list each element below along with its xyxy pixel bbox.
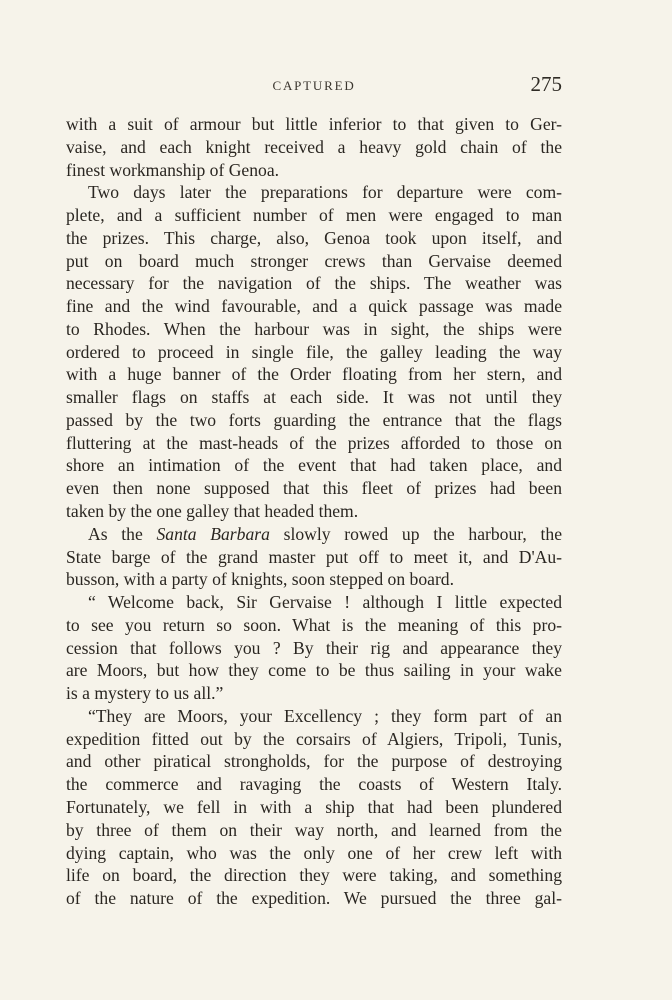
text-line: “ Welcome back, Sir Gervaise ! although I little expected xyxy=(88,592,562,613)
text-line: plete, and a sufficient number of men were engaged to man xyxy=(66,205,562,226)
text-line: life on board, the direction they were taking, and something xyxy=(66,865,562,886)
text-line: fine and the wind favourable, and a quick passage was made xyxy=(66,296,562,317)
text-line: smaller flags on staffs at each side. It was not until they xyxy=(66,387,562,408)
running-head: CAPTURED xyxy=(272,78,356,93)
text-segment: slowly rowed up the harbour, the xyxy=(269,523,562,544)
text-line: even then none supposed that this fleet of prizes had been xyxy=(66,478,562,499)
text-line: fluttering at the mast-heads of the prizes afforded to those on xyxy=(66,432,562,453)
text-line xyxy=(66,523,562,546)
text-line: expedition fitted out by the corsairs of Algiers, Tripoli, Tunis, xyxy=(66,728,562,749)
ship-name: Santa Barbara xyxy=(156,523,270,544)
text-line: vaise, and each knight received a heavy gold chain of the xyxy=(66,136,562,157)
text-line: to see you return so soon. What is the meaning of this pro- xyxy=(66,614,562,635)
text-line: of the nature of the expedition. We pursued the three gal- xyxy=(66,888,562,909)
text-line: with a huge banner of the Order floating from her stern, and xyxy=(66,364,562,385)
text-line: “They are Moors, your Excellency ; they form part of an xyxy=(88,705,562,726)
text-line: and other piratical strongholds, for the purpose of destroying xyxy=(66,751,562,772)
page-number: 275 xyxy=(530,72,562,96)
text-line: Fortunately, we fell in with a ship that had been plundered xyxy=(66,796,562,817)
text-line: Two days later the preparations for departure were com- xyxy=(88,182,562,203)
text-line: are Moors, but how they come to be thus sailing in your wake xyxy=(66,660,562,681)
text-line: passed by the two forts guarding the entrance that the flags xyxy=(66,409,562,430)
body-text xyxy=(66,113,562,910)
text-line: the commerce and ravaging the coasts of Western Italy. xyxy=(66,774,562,795)
text-line: State barge of the grand master put off to meet it, and D'Au- xyxy=(66,546,562,567)
text-line: finest workmanship of Genoa. xyxy=(66,159,280,180)
text-line: dying captain, who was the only one of her crew left with xyxy=(66,842,562,863)
text-line: put on board much stronger crews than Gervaise deemed xyxy=(66,250,562,271)
text-line: taken by the one galley that headed them. xyxy=(66,501,359,522)
text-line: busson, with a party of knights, soon stepped on board. xyxy=(66,569,454,590)
text-line: shore an intimation of the event that had taken place, and xyxy=(66,455,562,476)
text-line: by three of them on their way north, and learned from the xyxy=(66,819,562,840)
text-segment: As the xyxy=(88,523,157,544)
page-header xyxy=(66,72,562,102)
text-line: the prizes. This charge, also, Genoa took upon itself, and xyxy=(66,227,562,248)
text-line: cession that follows you ? By their rig and appearance they xyxy=(66,637,562,658)
text-line: necessary for the navigation of the ships. The weather was xyxy=(66,273,562,294)
text-line: ordered to proceed in single file, the galley leading the way xyxy=(66,341,562,362)
text-line: to Rhodes. When the harbour was in sight, the ships were xyxy=(66,318,562,339)
text-line: with a suit of armour but little inferior to that given to Ger- xyxy=(66,114,562,134)
text-line: is a mystery to us all.” xyxy=(66,683,224,704)
